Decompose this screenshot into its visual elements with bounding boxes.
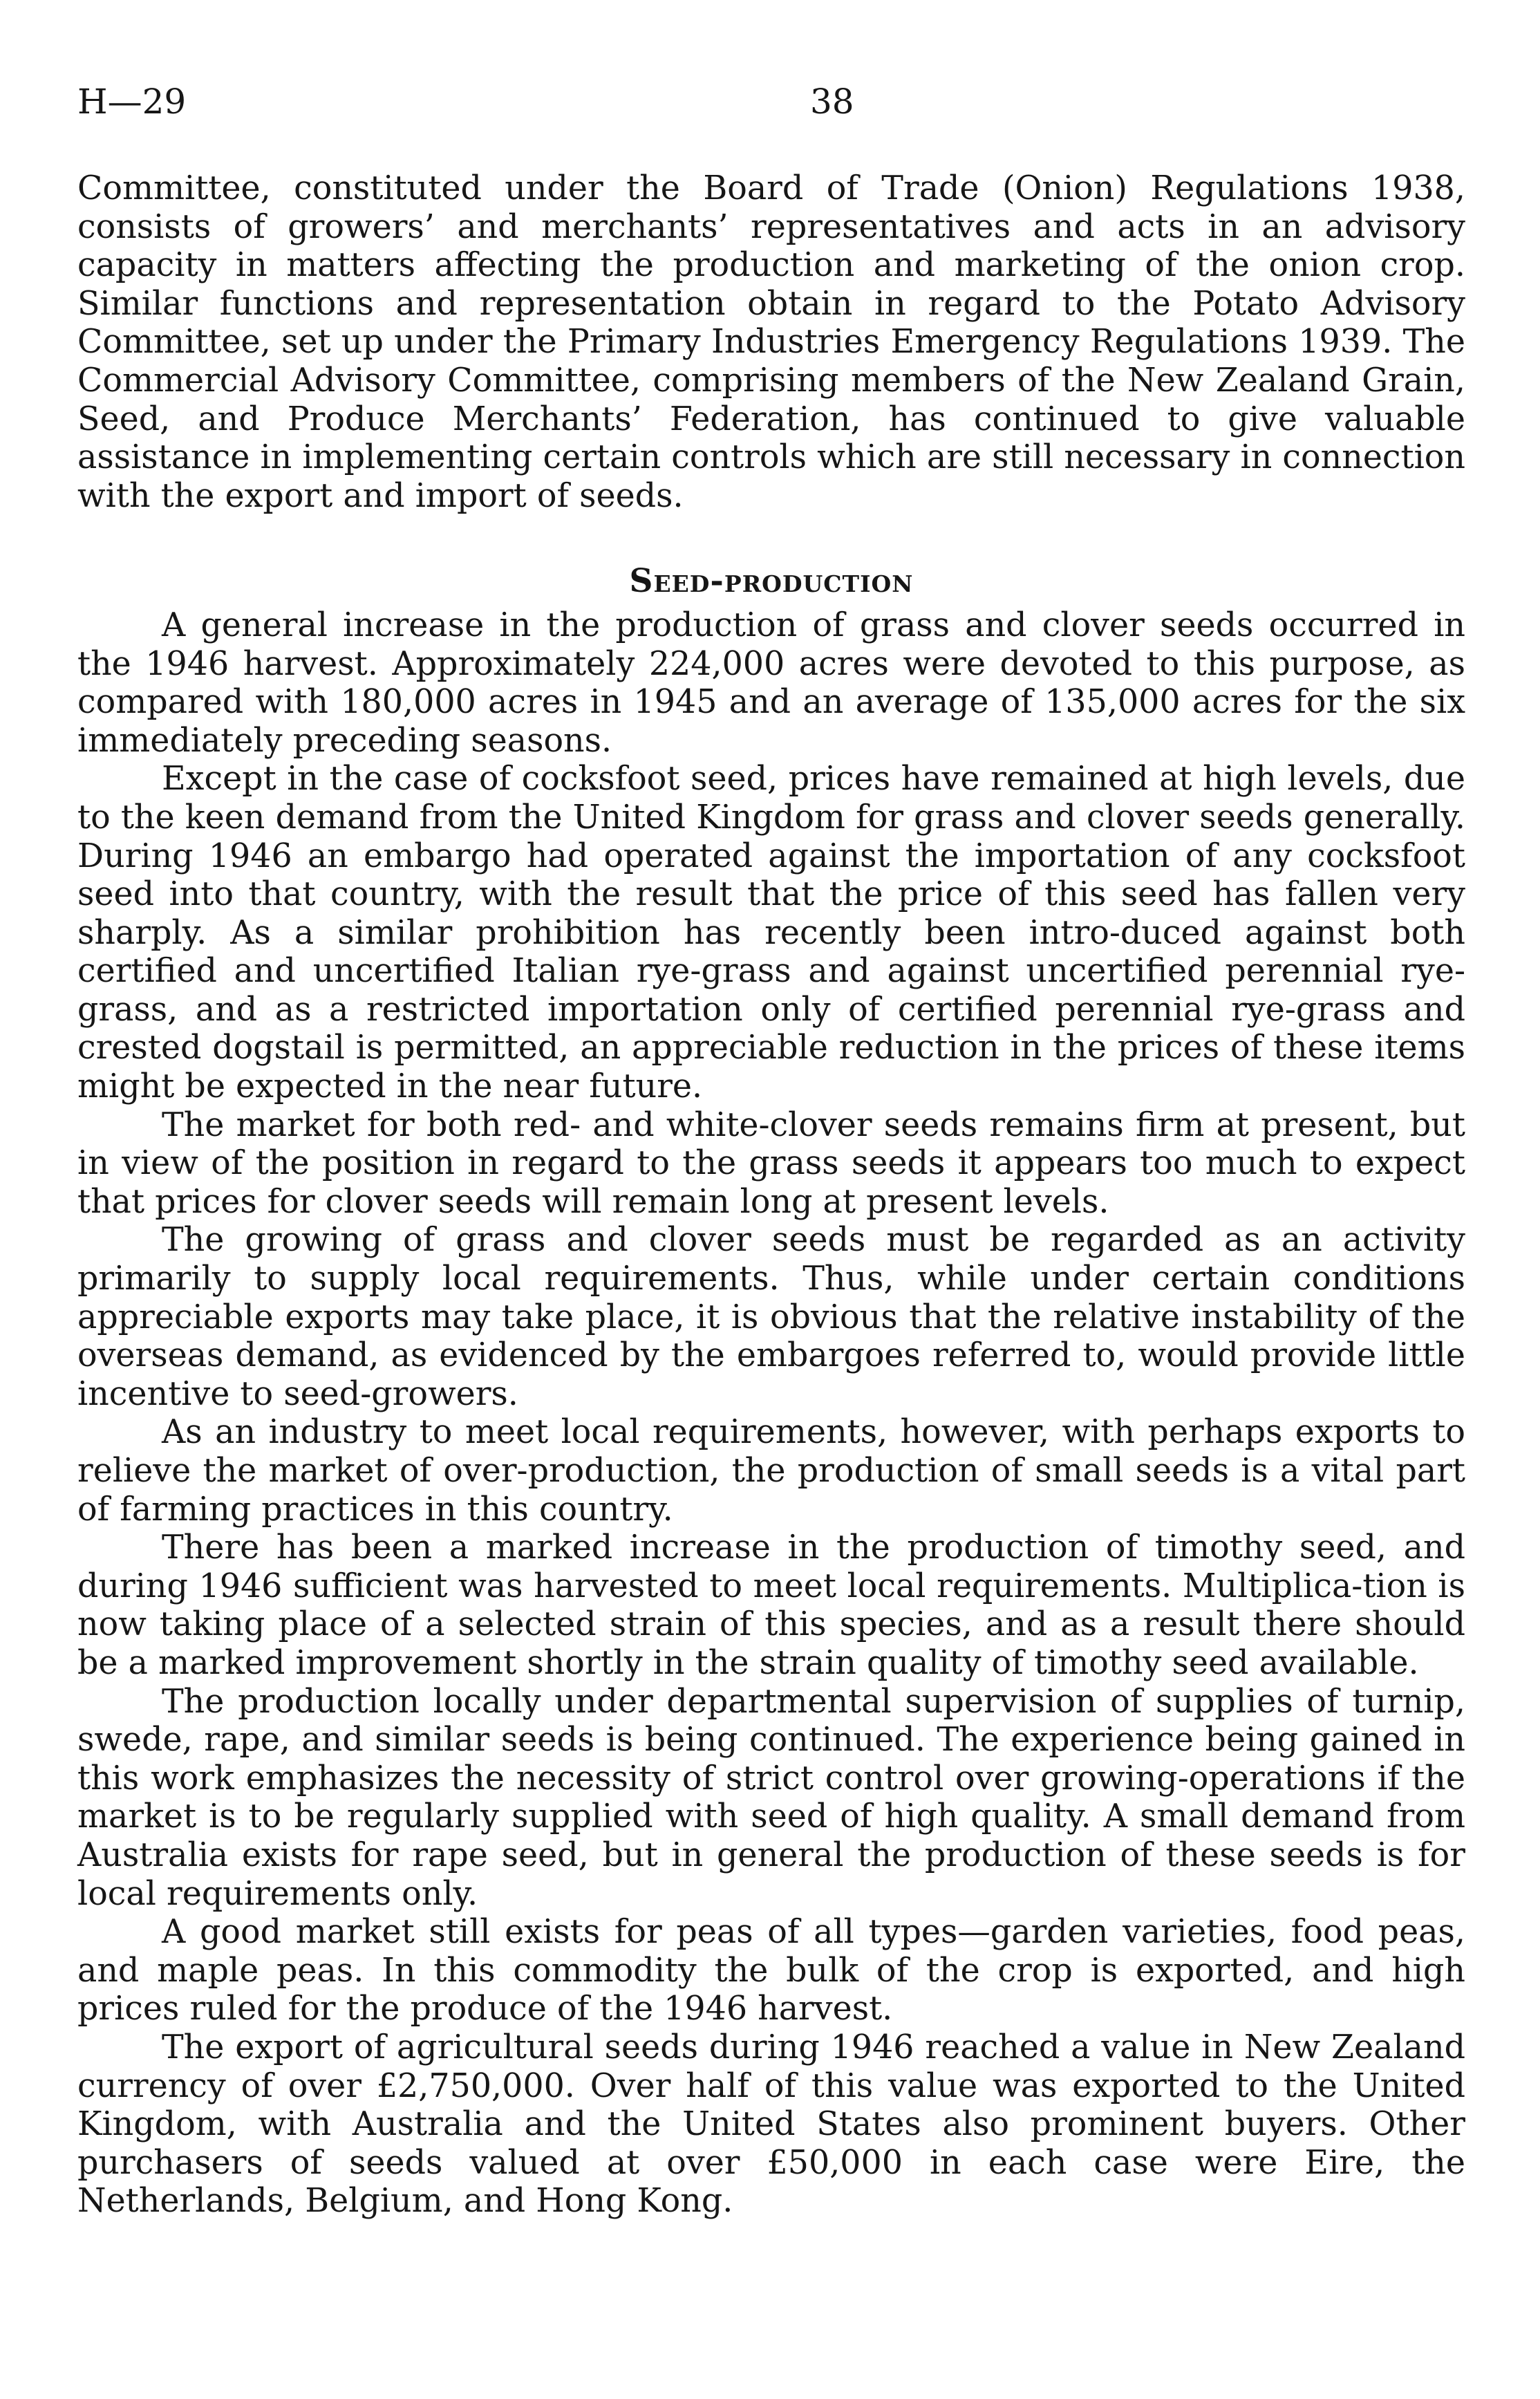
paragraph-cocksfoot-prices: Except in the case of cocksfoot seed, prices have remained at high levels, due to the keen demand from the United Kingdom for grass and clover seeds generally. During 1946 an embargo had operated against the importation of any cocksfoot seed into that country, with the result that the price of this seed has fallen very sharply. As a similar prohibition has recently been intro-duced against both certified and uncertified Italian rye-grass and against uncertified perennial rye-grass, and as a restricted importation only of certified perennial rye-grass and crested dogstail is permitted, an appreciable reduction in the prices of these items might be expected in the near future. <box>77 760 1465 1106</box>
page-number: 38 <box>810 82 854 122</box>
body-text <box>77 169 1465 2221</box>
paragraph-local-requirements: The growing of grass and clover seeds must be regarded as an activity primarily to supply local requirements. Thus, while under certain conditions appreciable exports may take place, it is obvious that the relative instability of the overseas demand, as evidenced by the embargoes referred to, would provide little incentive to seed-growers. <box>77 1221 1465 1413</box>
paragraph-seed-exports: The export of agricultural seeds during 1946 reached a value in New Zealand currency of over £2,750,000. Over half of this value was exported to the United Kingdom, with Australia and the United States also prominent buyers. Other purchasers of seeds valued at over £50,000 in each case were Eire, the Netherlands, Belgium, and Hong Kong. <box>77 2028 1465 2221</box>
paragraph-timothy-seed: There has been a marked increase in the production of timothy seed, and during 1946 sufficient was harvested to meet local requirements. Multiplica-tion is now taking place of a selected strain of this species, and as a result there should be a marked improvement shortly in the strain quality of timothy seed available. <box>77 1529 1465 1682</box>
page-header <box>77 82 1465 130</box>
paragraph-peas-market: A good market still exists for peas of all types—garden varieties, food peas, and maple peas. In this commodity the bulk of the crop is exported, and high prices ruled for the produce of the 1946 harvest. <box>77 1913 1465 2028</box>
section-heading: Seed-production <box>629 562 914 601</box>
paragraph-clover-market: The market for both red- and white-clover seeds remains firm at present, but in view of the position in regard to the grass seeds it appears too much to expect that prices for clover seeds will remain long at present levels. <box>77 1105 1465 1221</box>
paragraph-small-seeds-industry: As an industry to meet local requirements, however, with perhaps exports to relieve the market of over-production, the production of small seeds is a vital part of farming practices in this country. <box>77 1413 1465 1529</box>
paragraph-seed-increase: A general increase in the production of grass and clover seeds occurred in the 1946 harvest. Approximately 224,000 acres were devoted to this purpose, as compared with 180,000 acres in 1945 and an average of 135,000 acres for the six immediately preceding seasons. <box>77 606 1465 760</box>
paragraph-turnip-swede-rape: The production locally under departmental supervision of supplies of turnip, swede, rape, and similar seeds is being continued. The experience being gained in this work emphasizes the necessity of strict control over growing-operations if the market is to be regularly supplied with seed of high quality. A small demand from Australia exists for rape seed, but in general the production of these seeds is for local requirements only. <box>77 1682 1465 1913</box>
document-reference: H—29 <box>77 82 187 122</box>
intro-paragraph: Committee, constituted under the Board of Trade (Onion) Regulations 1938, consists of growers’ and merchants’ representatives and acts in an advisory capacity in matters affecting the production and marketing of the onion crop. Similar functions and representation obtain in regard to the Potato Advisory Committee, set up under the Primary Industries Emergency Regulations 1939. The Commercial Advisory Committee, comprising members of the New Zealand Grain, Seed, and Produce Merchants’ Federation, has continued to give valuable assistance in implementing certain controls which are still necessary in connection with the export and import of seeds. <box>77 169 1465 515</box>
